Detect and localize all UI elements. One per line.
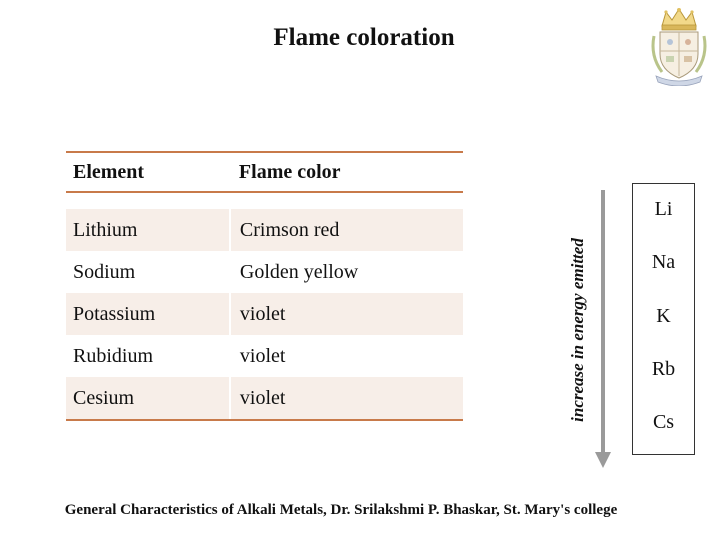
college-crest-logo xyxy=(648,6,710,86)
table-row xyxy=(66,377,463,420)
cell-element: Rubidium xyxy=(66,335,230,377)
column-header-element: Element xyxy=(66,152,230,192)
table-row xyxy=(66,293,463,335)
cell-flame-color: violet xyxy=(230,377,463,420)
cell-element: Sodium xyxy=(66,251,230,293)
table-row xyxy=(66,335,463,377)
trend-element: K xyxy=(656,305,671,327)
trend-element: Rb xyxy=(651,358,676,380)
trend-element: Li xyxy=(654,198,673,220)
crest-icon xyxy=(648,6,710,86)
table-row xyxy=(66,209,463,251)
element-trend-box xyxy=(632,183,695,455)
table-row xyxy=(66,251,463,293)
cell-flame-color: Crimson red xyxy=(230,209,463,251)
cell-flame-color: violet xyxy=(230,335,463,377)
trend-element: Cs xyxy=(652,411,675,433)
cell-element: Cesium xyxy=(66,377,230,420)
slide-footer: General Characteristics of Alkali Metals, Dr. Srilakshmi P. Bhaskar, St. Mary's college xyxy=(64,502,618,518)
column-header-flame-color: Flame color xyxy=(230,152,463,192)
cell-element: Potassium xyxy=(66,293,230,335)
trend-element: Na xyxy=(651,251,676,273)
energy-trend-label: increase in energy emitted xyxy=(568,238,587,422)
flame-color-table xyxy=(66,151,463,421)
cell-flame-color: Golden yellow xyxy=(230,251,463,293)
cell-element: Lithium xyxy=(66,209,230,251)
down-arrow-icon xyxy=(592,190,614,470)
cell-flame-color: violet xyxy=(230,293,463,335)
table-header-row xyxy=(66,152,463,192)
table-spacer xyxy=(66,192,463,209)
slide-title: Flame coloration xyxy=(273,24,455,51)
